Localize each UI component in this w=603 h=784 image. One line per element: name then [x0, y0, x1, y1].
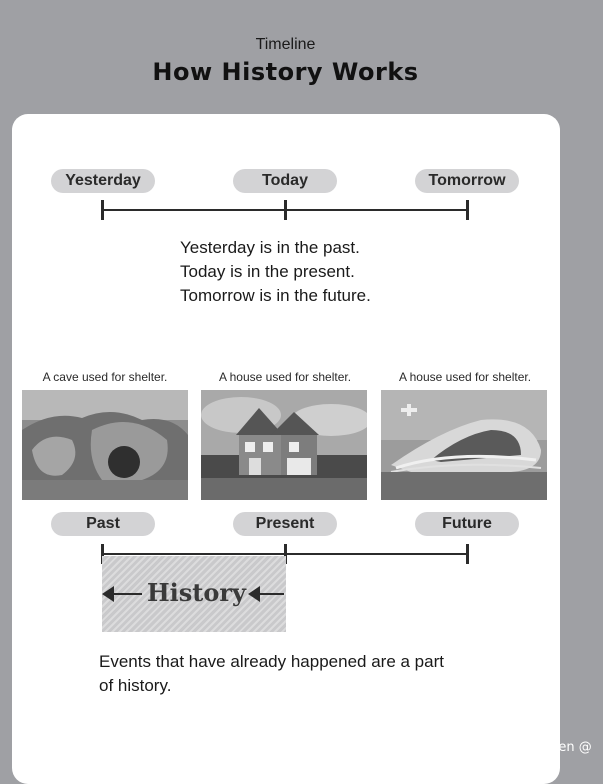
label-today: Today	[233, 169, 337, 193]
label-present: Present	[233, 512, 337, 536]
timeline-top-tick-right	[466, 200, 469, 220]
sentence-present: Today is in the present.	[180, 262, 355, 281]
sentences-block	[180, 236, 371, 308]
wechat-icon	[440, 736, 458, 752]
sentence-past: Yesterday is in the past.	[180, 238, 360, 257]
arrow-left-shaft-2	[258, 593, 284, 595]
caption-cave: A cave used for shelter.	[42, 370, 168, 384]
events-text: Events that have already happened are a part of history.	[99, 652, 444, 695]
page-subtitle: Timeline	[255, 36, 316, 53]
label-yesterday: Yesterday	[51, 169, 155, 193]
caption-house: A house used for shelter.	[218, 370, 352, 384]
label-past: Past	[51, 512, 155, 536]
cave-photo	[22, 390, 188, 500]
label-tomorrow: Tomorrow	[415, 169, 519, 193]
house-photo	[201, 390, 367, 500]
futuristic-house-photo	[381, 390, 547, 500]
timeline-top-tick-left	[101, 200, 104, 220]
label-future: Future	[415, 512, 519, 536]
timeline-top-tick-middle	[284, 200, 287, 220]
sentence-future: Tomorrow is in the future.	[180, 286, 371, 305]
page-title: How History Works	[152, 58, 419, 86]
page-header	[0, 0, 603, 116]
watermark: 微信号: HSbuthen @在线陪娃	[463, 740, 592, 774]
arrow-left-shaft	[112, 593, 142, 595]
timeline-bottom-tick-right	[466, 544, 469, 564]
history-label: History	[147, 578, 246, 607]
caption-future-house: A house used for shelter.	[398, 370, 532, 384]
